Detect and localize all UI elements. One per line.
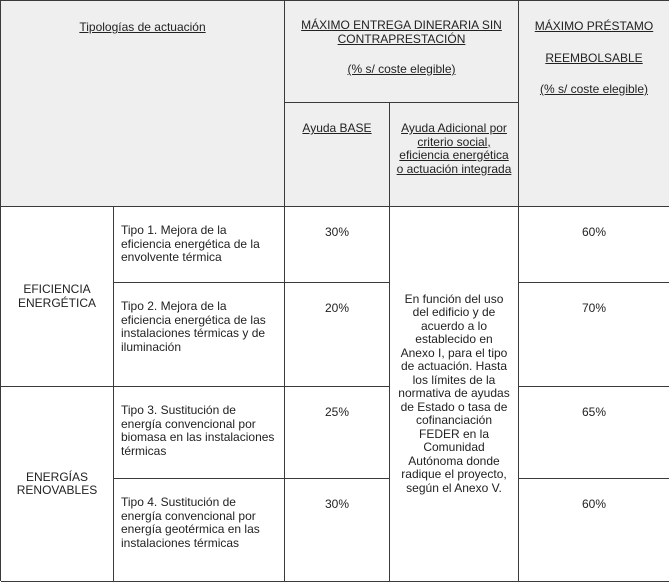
header-maximo-entrega-pct: (% s/ coste elegible) [347, 62, 456, 76]
table-row-tipo-4: Tipo 4. Sustitución de energía convencional por energía geotérmica en las instalaciones térmicas [114, 479, 285, 582]
category-eficiencia-line2: ENERGÉTICA [17, 295, 96, 310]
header-ayuda-adicional-label: Ayuda Adicional por criterio social, eficiencia energética o actuación integrada [396, 121, 512, 176]
cell-base-4: 30% [285, 479, 390, 582]
category-eficiencia-line1: EFICIENCIA [23, 282, 91, 296]
header-ayuda-base [285, 103, 390, 207]
category-renovables [1, 387, 114, 582]
cell-ayuda-adicional-text [390, 207, 519, 582]
ayuda-adicional-text: En función del uso del edificio y de acuerdo a lo establecido en Anexo I, para el tipo de actuación. Hasta los límites de la normativa de ayudas de Estado o tasa de cofinanciación FEDER en la Comunidad Autónoma donde radique el proyecto, según el Anexo V. [398, 291, 510, 495]
header-maximo-entrega-line1: MÁXIMO ENTREGA DINERARIA SIN [301, 18, 502, 32]
header-maximo-prestamo-pct: (% s/ coste elegible) [539, 82, 649, 96]
category-renovables-line1: ENERGÍAS [25, 469, 88, 484]
category-eficiencia [1, 207, 114, 387]
cell-prestamo-4: 60% [519, 479, 669, 582]
header-maximo-prestamo-line2: REEMBOLSABLE [545, 50, 643, 65]
header-maximo-prestamo [519, 1, 669, 207]
cell-prestamo-2: 70% [519, 283, 669, 387]
header-ayuda-base-label: Ayuda BASE [302, 121, 372, 135]
header-maximo-prestamo-line1: MÁXIMO PRÉSTAMO [534, 19, 654, 33]
table-row-tipo-1: Tipo 1. Mejora de la eficiencia energética de la envolvente térmica [114, 207, 285, 283]
cell-base-1: 30% [285, 207, 390, 283]
cell-base-2: 20% [285, 283, 390, 387]
cell-prestamo-1: 60% [519, 207, 669, 283]
category-renovables-line2: RENOVABLES [16, 483, 98, 497]
header-tipologias-label: Tipologías de actuación [79, 20, 206, 34]
header-tipologias [1, 1, 285, 207]
cell-prestamo-3: 65% [519, 387, 669, 479]
header-ayuda-adicional [390, 103, 519, 207]
cell-base-3: 25% [285, 387, 390, 479]
header-maximo-entrega-line2: CONTRAPRESTACIÓN [337, 31, 466, 46]
table-row-tipo-3: Tipo 3. Sustitución de energía convencional por biomasa en las instalaciones térmicas [114, 387, 285, 479]
table-row-tipo-2: Tipo 2. Mejora de la eficiencia energética de las instalaciones térmicas y de iluminación [114, 283, 285, 387]
header-maximo-entrega [285, 1, 519, 103]
